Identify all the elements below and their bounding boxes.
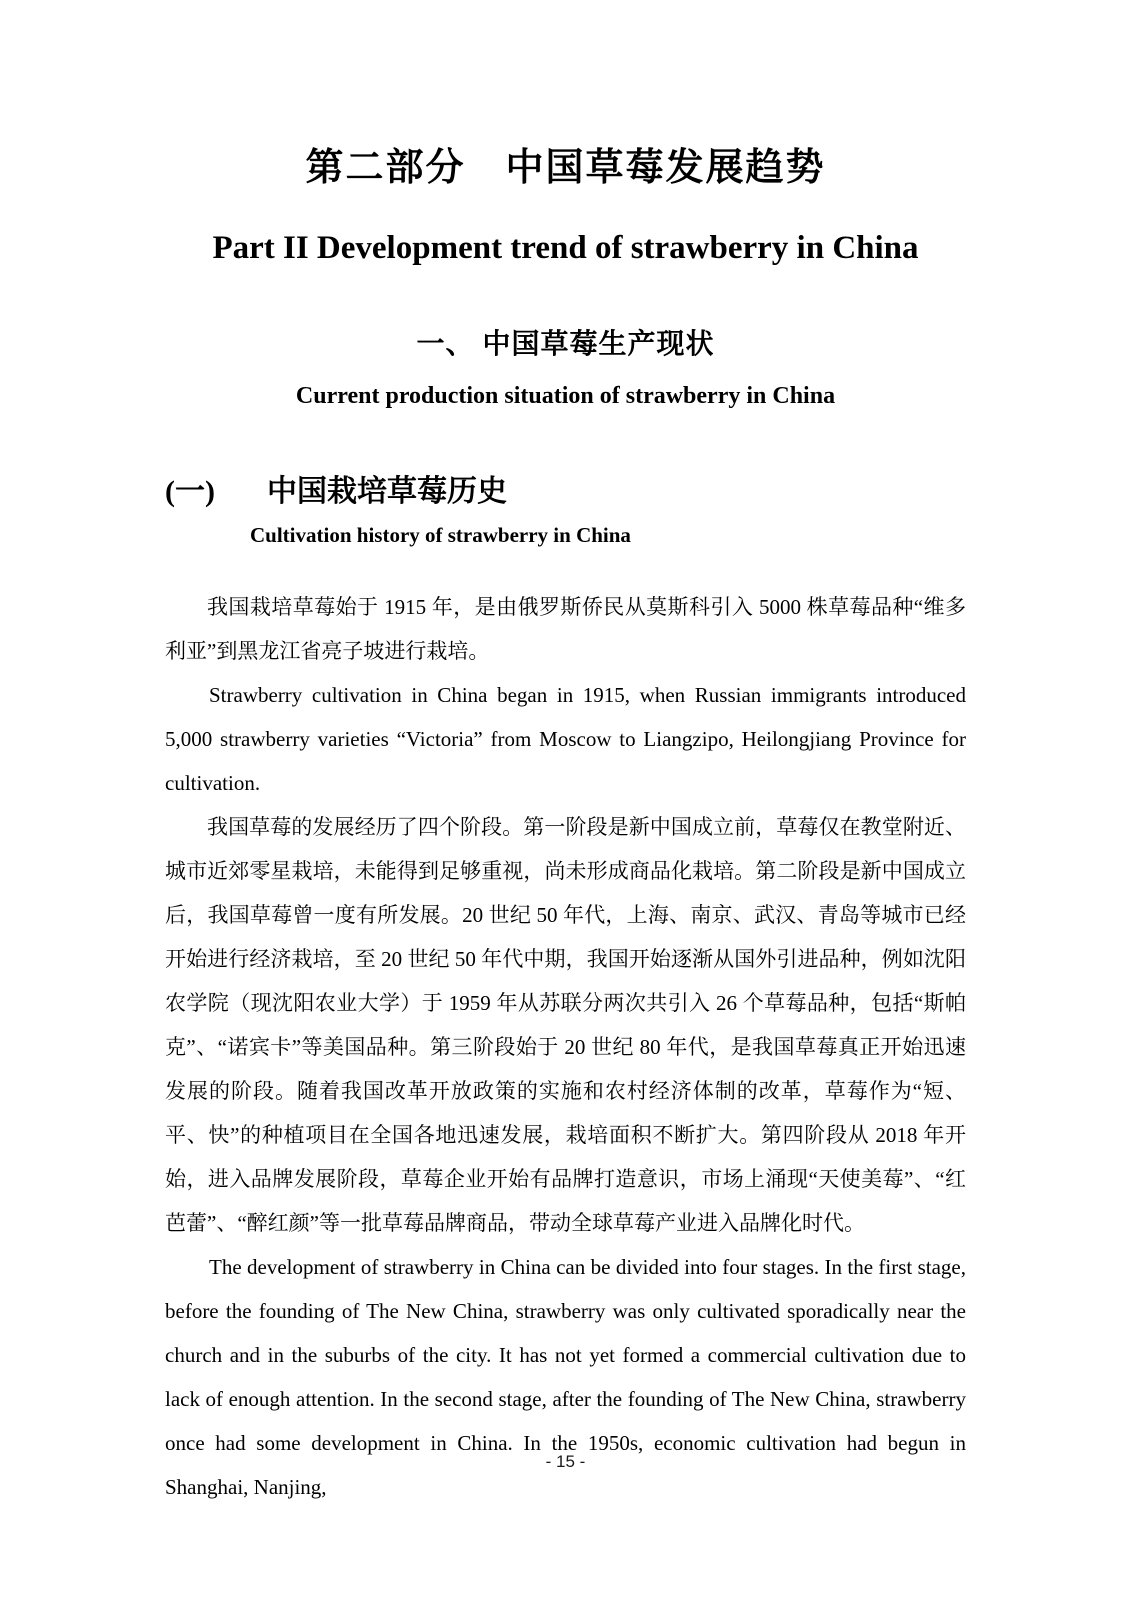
subsection-heading-chinese (165, 466, 507, 510)
part-title-chinese: 第二部分 中国草莓发展趋势 (305, 147, 826, 189)
body-text-block (165, 585, 966, 1509)
subsection-number-marker: (一) (165, 475, 215, 508)
subsection-heading-english: Cultivation history of strawberry in China (250, 523, 631, 547)
section-title-english: Current production situation of strawberry in China (295, 383, 836, 409)
paragraph-en-cultivation-origin: Strawberry cultivation in China began in 1915, when Russian immigrants introduced 5,000 strawberry varieties “Victoria” from Moscow to Liangzipo, Heilongjiang Province for cultivation. (165, 683, 966, 795)
part-title-english: Part II Development trend of strawberry in China (212, 230, 919, 266)
subsection-title-chinese-text: 中国栽培草莓历史 (266, 475, 507, 508)
paragraph-cn-cultivation-origin: 我国栽培草莓始于 1915 年，是由俄罗斯侨民从莫斯科引入 5000 株草莓品种“维多利亚”到黑龙江省亮子坡进行栽培。 (165, 595, 966, 663)
page-number: - 15 - (545, 1452, 586, 1471)
paragraph-cn-four-stages: 我国草莓的发展经历了四个阶段。第一阶段是新中国成立前，草莓仅在教堂附近、城市近郊零星栽培，未能得到足够重视，尚未形成商品化栽培。第二阶段是新中国成立后，我国草莓曾一度有所发展。20 世纪 50 年代，上海、南京、武汉、青岛等城市已经开始进行经济栽培，至 20 世纪 50 年代中期，我国开始逐渐从国外引进品种，例如沈阳农学院（现沈阳农业大学）于 1959 年从苏联分两次共引入 26 个草莓品种，包括“斯帕克”、“诺宾卡”等美国品种。第三阶段始于 20 世纪 80 年代，是我国草莓真正开始迅速发展的阶段。随着我国改革开放政策的实施和农村经济体制的改革，草莓作为“短、平、快”的种植项目在全国各地迅速发展，栽培面积不断扩大。第四阶段从 2018 年开始，进入品牌发展阶段，草莓企业开始有品牌打造意识，市场上涌现“天使美莓”、“红芭蕾”、“醉红颜”等一批草莓品牌商品，带动全球草莓产业进入品牌化时代。 (165, 815, 966, 1235)
paragraph-en-four-stages: The development of strawberry in China can be divided into four stages. In the first stage, before the founding of The New China, strawberry was only cultivated sporadically near the church and in the suburbs of the city. It has not yet formed a commercial cultivation due to lack of enough attention. In the second stage, after the founding of The New China, strawberry once had some development in China. In the 1950s, economic cultivation had begun in Shanghai, Nanjing, (165, 1255, 966, 1499)
section-title-chinese: 一、 中国草莓生产现状 (416, 329, 715, 360)
